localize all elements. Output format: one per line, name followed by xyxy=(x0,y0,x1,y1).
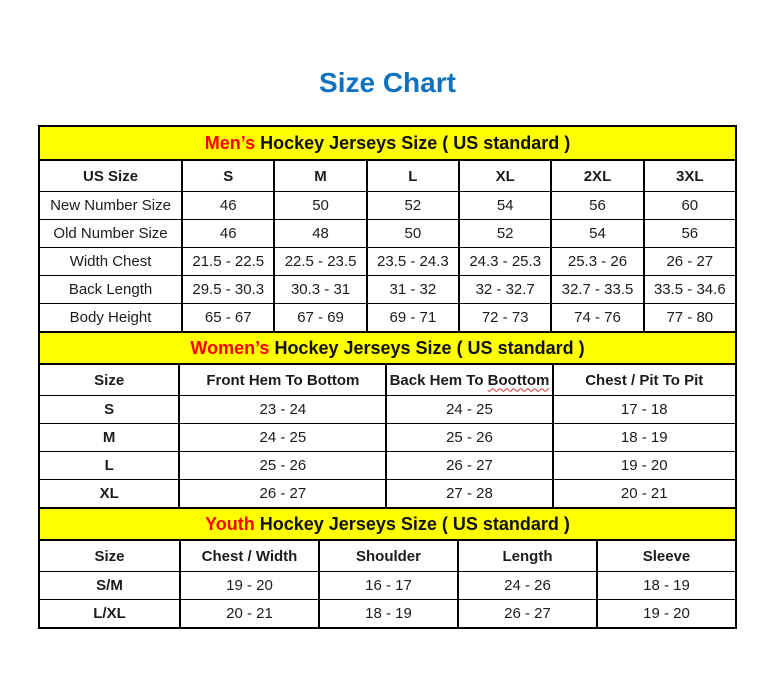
data-cell: 22.5 - 23.5 xyxy=(273,247,365,275)
column-header-cell: S xyxy=(181,161,273,191)
table-row xyxy=(40,599,735,627)
youth-column-header-row xyxy=(40,541,735,571)
data-cell: 56 xyxy=(550,191,642,219)
page-title: Size Chart xyxy=(319,67,456,98)
data-cell: 26 - 27 xyxy=(643,247,735,275)
data-cell: 25 - 26 xyxy=(178,451,385,479)
data-cell: 19 - 20 xyxy=(552,451,735,479)
data-cell: 26 - 27 xyxy=(457,599,596,627)
data-cell: 52 xyxy=(458,219,550,247)
data-cell: 52 xyxy=(366,191,458,219)
row-label-cell: XL xyxy=(40,479,178,507)
column-header-cell: XL xyxy=(458,161,550,191)
table-row xyxy=(40,303,735,331)
size-chart xyxy=(38,125,737,629)
row-label-cell: Body Height xyxy=(40,303,181,331)
row-label-cell: S/M xyxy=(40,571,179,599)
data-cell: 46 xyxy=(181,219,273,247)
data-cell: 27 - 28 xyxy=(385,479,551,507)
youth-section-band xyxy=(40,507,735,541)
data-cell: 50 xyxy=(273,191,365,219)
column-header-cell xyxy=(385,365,551,395)
data-cell: 23.5 - 24.3 xyxy=(366,247,458,275)
youth-band-text: Hockey Jerseys Size ( US standard ) xyxy=(254,513,570,534)
column-header-cell: Size xyxy=(94,371,125,389)
table-row xyxy=(40,395,735,423)
data-cell: 25 - 26 xyxy=(385,423,551,451)
womens-band-text: Hockey Jerseys Size ( US standard ) xyxy=(269,337,585,358)
column-header-cell: Shoulder xyxy=(318,541,457,571)
row-label-cell: Back Length xyxy=(40,275,181,303)
data-cell: 60 xyxy=(643,191,735,219)
column-header-cell: Sleeve xyxy=(596,541,735,571)
table-row xyxy=(40,275,735,303)
data-cell: 67 - 69 xyxy=(273,303,365,331)
data-cell: 30.3 - 31 xyxy=(273,275,365,303)
data-cell: 77 - 80 xyxy=(643,303,735,331)
data-cell: 54 xyxy=(550,219,642,247)
womens-section-band xyxy=(40,331,735,365)
data-cell: 19 - 20 xyxy=(179,571,318,599)
table-row xyxy=(40,571,735,599)
womens-column-header-row xyxy=(40,365,735,395)
column-header-cell: Length xyxy=(457,541,596,571)
data-cell: 19 - 20 xyxy=(596,599,735,627)
data-cell: 23 - 24 xyxy=(178,395,385,423)
data-cell: 26 - 27 xyxy=(385,451,551,479)
data-cell: 69 - 71 xyxy=(366,303,458,331)
row-label-cell: Width Chest xyxy=(40,247,181,275)
column-header-text: Back Hem To xyxy=(389,371,488,389)
column-header-cell: Chest / Width xyxy=(179,541,318,571)
data-cell: 72 - 73 xyxy=(458,303,550,331)
data-cell: 24 - 25 xyxy=(385,395,551,423)
data-cell: 24.3 - 25.3 xyxy=(458,247,550,275)
mens-band-highlight: Men’s xyxy=(204,132,256,153)
row-label-cell: L/XL xyxy=(40,599,179,627)
column-header-cell: Chest / Pit To Pit xyxy=(552,365,735,395)
table-row xyxy=(40,479,735,507)
row-label-cell: L xyxy=(40,451,178,479)
data-cell: 32.7 - 33.5 xyxy=(550,275,642,303)
row-label-cell: New Number Size xyxy=(40,191,181,219)
data-cell: 32 - 32.7 xyxy=(458,275,550,303)
youth-band-highlight: Youth xyxy=(205,513,255,534)
row-label-cell: M xyxy=(40,423,178,451)
column-header-cell: US Size xyxy=(83,167,139,185)
data-cell: 48 xyxy=(273,219,365,247)
data-cell: 26 - 27 xyxy=(178,479,385,507)
row-label-cell: Old Number Size xyxy=(40,219,181,247)
mens-section-band xyxy=(40,127,735,161)
data-cell: 54 xyxy=(458,191,550,219)
data-cell: 56 xyxy=(643,219,735,247)
mens-band-text: Hockey Jerseys Size ( US standard ) xyxy=(255,132,571,153)
womens-band-highlight: Women’s xyxy=(190,337,270,358)
table-row xyxy=(40,423,735,451)
misspelled-word: Boottom xyxy=(487,371,550,389)
column-header-cell: 3XL xyxy=(643,161,735,191)
data-cell: 21.5 - 22.5 xyxy=(181,247,273,275)
mens-column-header-row xyxy=(40,161,735,191)
data-cell: 20 - 21 xyxy=(552,479,735,507)
data-cell: 74 - 76 xyxy=(550,303,642,331)
data-cell: 24 - 26 xyxy=(457,571,596,599)
data-cell: 46 xyxy=(181,191,273,219)
data-cell: 33.5 - 34.6 xyxy=(643,275,735,303)
row-label-cell: S xyxy=(40,395,178,423)
data-cell: 24 - 25 xyxy=(178,423,385,451)
data-cell: 18 - 19 xyxy=(596,571,735,599)
data-cell: 18 - 19 xyxy=(552,423,735,451)
data-cell: 65 - 67 xyxy=(181,303,273,331)
data-cell: 17 - 18 xyxy=(552,395,735,423)
data-cell: 29.5 - 30.3 xyxy=(181,275,273,303)
table-row xyxy=(40,247,735,275)
column-header-cell: L xyxy=(366,161,458,191)
column-header-cell: Size xyxy=(94,547,125,565)
column-header-cell: Front Hem To Bottom xyxy=(178,365,385,395)
data-cell: 16 - 17 xyxy=(318,571,457,599)
column-header-cell: M xyxy=(273,161,365,191)
data-cell: 50 xyxy=(366,219,458,247)
column-header-cell: 2XL xyxy=(550,161,642,191)
table-row xyxy=(40,191,735,219)
data-cell: 20 - 21 xyxy=(179,599,318,627)
table-row xyxy=(40,219,735,247)
data-cell: 25.3 - 26 xyxy=(550,247,642,275)
data-cell: 18 - 19 xyxy=(318,599,457,627)
table-row xyxy=(40,451,735,479)
data-cell: 31 - 32 xyxy=(366,275,458,303)
